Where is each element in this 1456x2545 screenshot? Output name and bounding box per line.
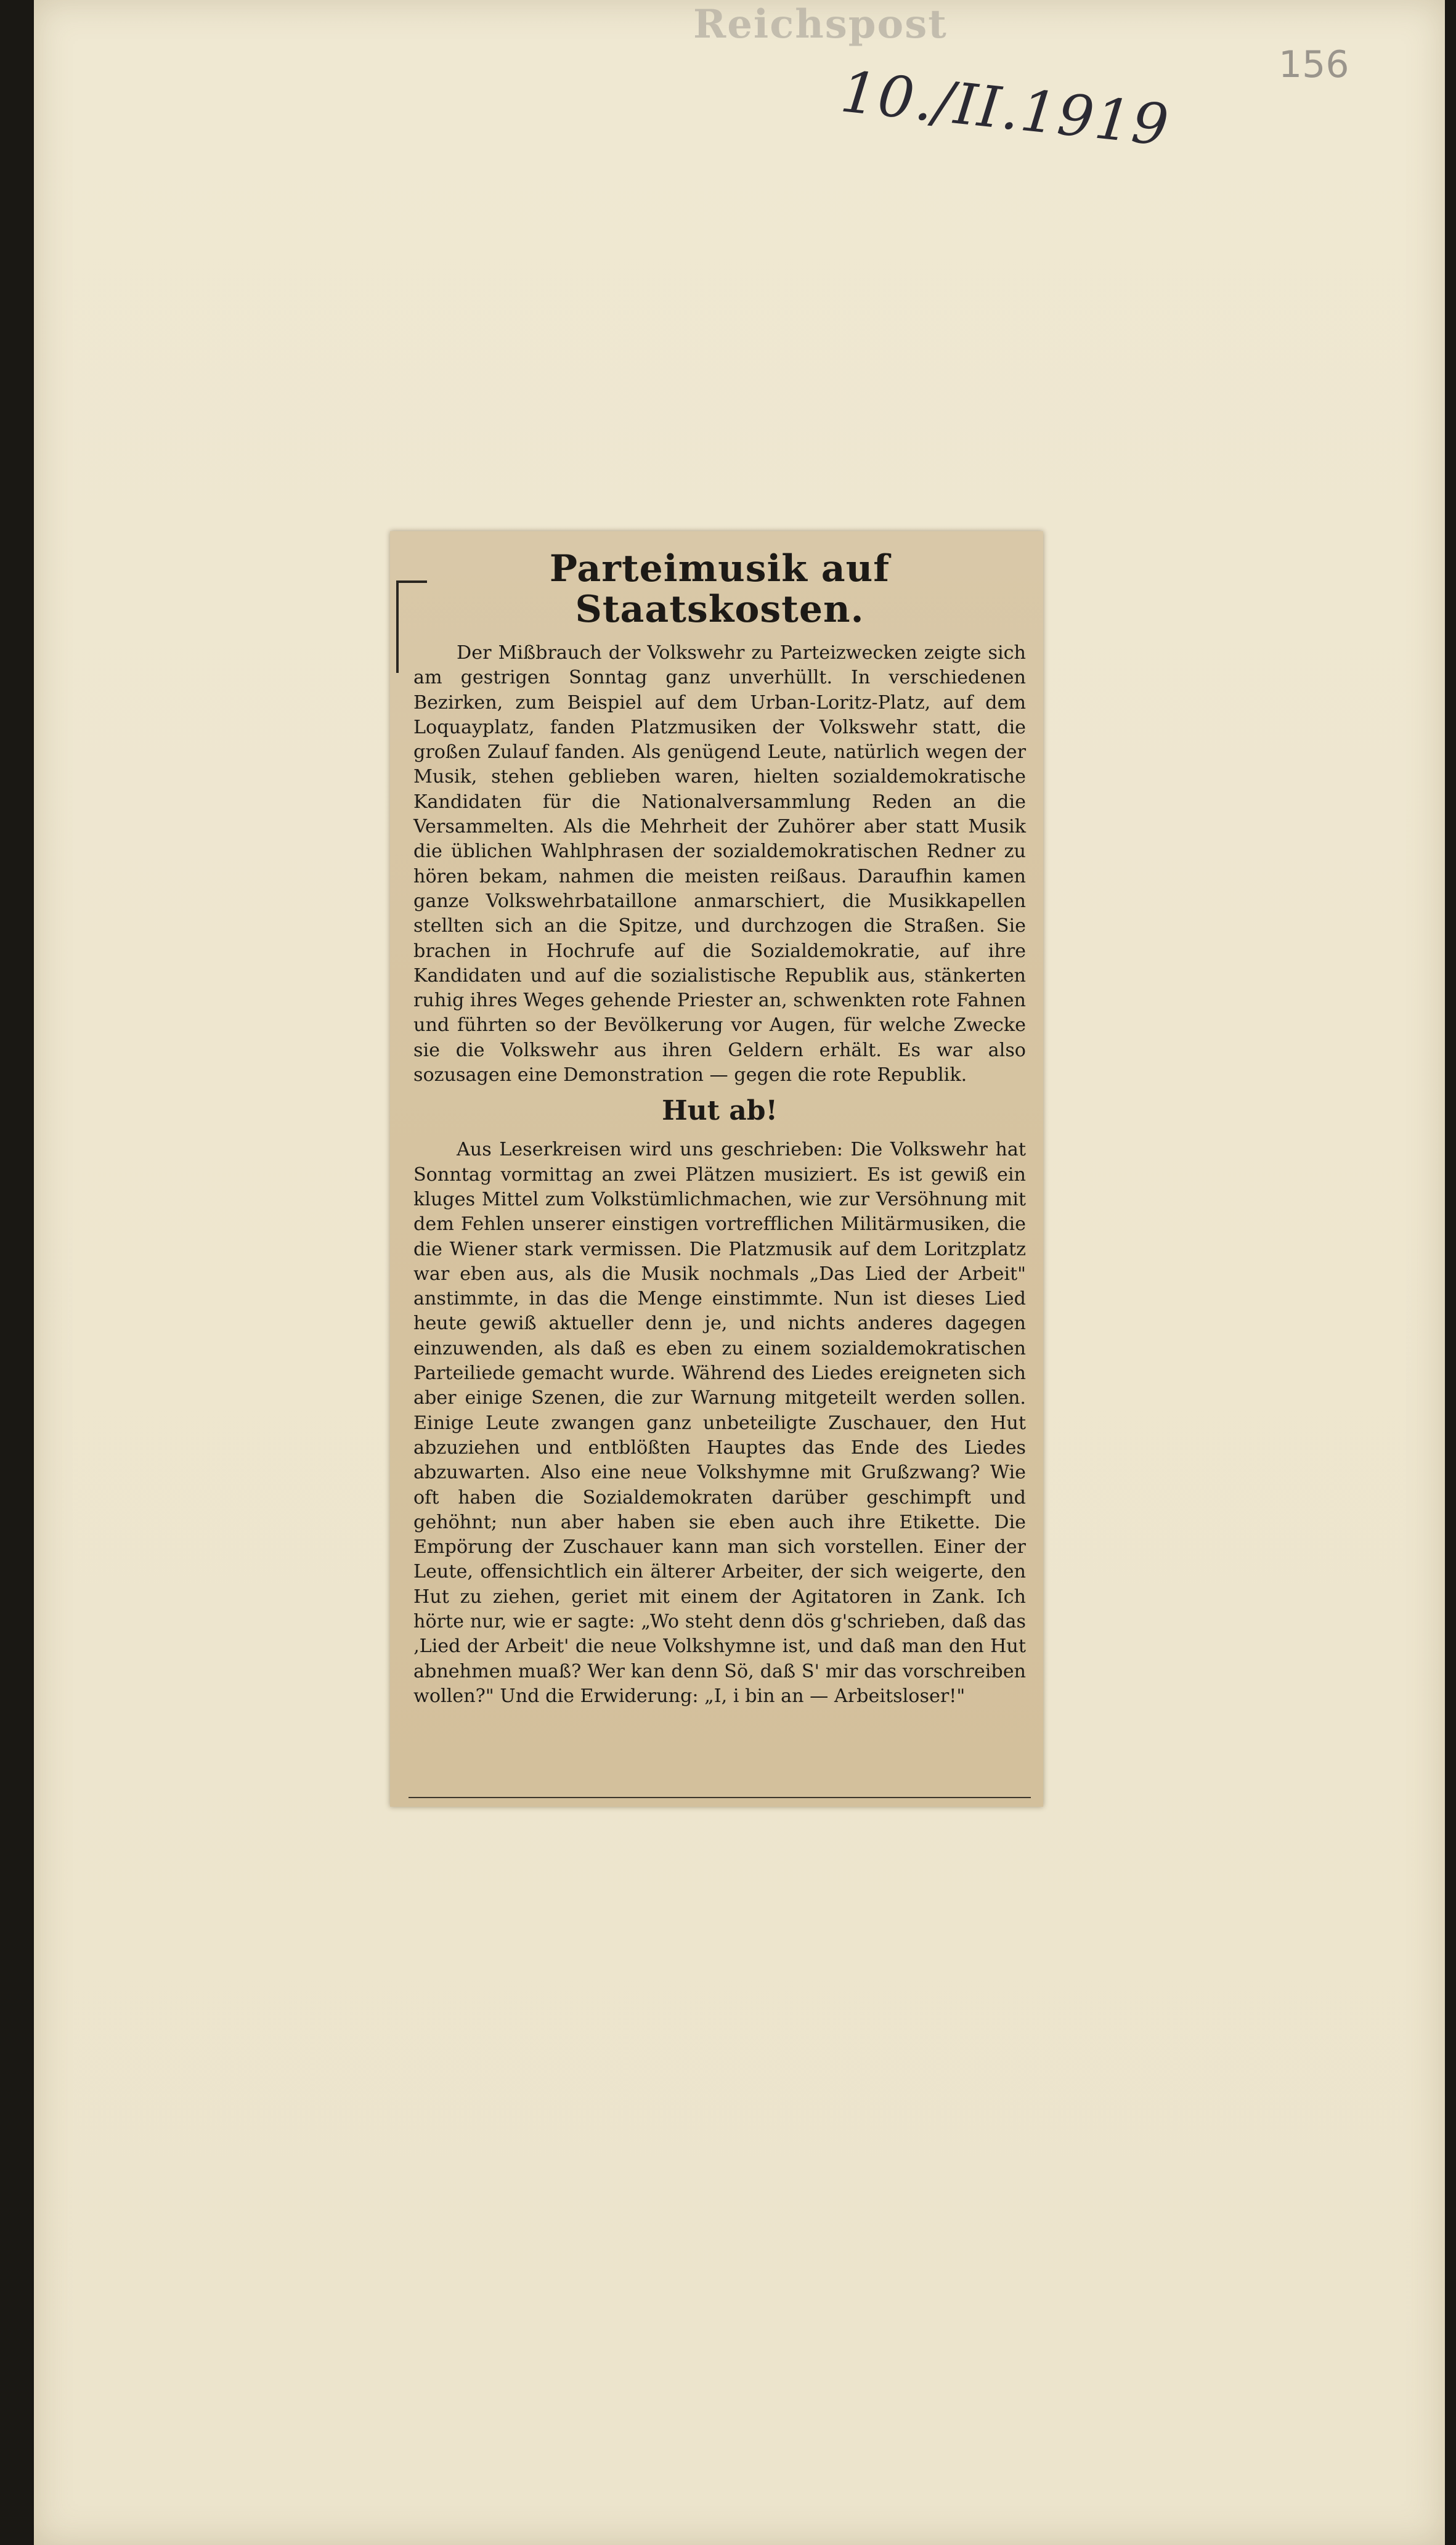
article-subheading: Hut ab! [662, 1095, 778, 1127]
clipping-corner-rule-left [396, 580, 399, 673]
newspaper-stamp: Reichspost [693, 1, 948, 47]
page-number: 156 [1279, 43, 1349, 86]
article-paragraph-1: Der Mißbrauch der Volkswehr zu Parteizwecken zeigte sich am gestrigen Sonntag ganz unverhüllt. In verschiedenen Bezirken, zum Beispiel auf dem Urban-Loritz-Platz, auf dem Loquayplatz, fanden Platzmusiken der Volkswehr statt, die großen Zulauf fanden. Als genügend Leute, natürlich wegen der Musik, stehen geblieben waren, hielten sozialdemokratische Kandidaten für die Nationalversammlung Reden an die Versammelten. Als die Mehrheit der Zuhörer aber statt Musik die üblichen Wahlphrasen der sozialdemokratischen Redner zu hören bekam, nahmen die meisten reißaus. Daraufhin kamen ganze Volkswehrbataillone anmarschiert, die Musikkapellen stellten sich an die Spitze, und durchzogen die Straßen. Sie brachen in Hochrufe auf die Sozialdemokratie, auf ihre Kandidaten und auf die sozialistische Republik aus, stänkerten ruhig ihres Weges gehende Priester an, schwenkten rote Fahnen und führten so der Bevölkerung vor Augen, für welche Zwecke sie die Volkswehr aus ihren Geldern erhält. Es war also sozusagen eine Demonstration — gegen die rote Republik. [413, 642, 1026, 1086]
article-paragraph-2: Aus Leserkreisen wird uns geschrieben: Die Volkswehr hat Sonntag vormittag an zwei Plätzen musiziert. Es ist gewiß ein kluges Mittel zum Volkstümlichmachen, wie zur Versöhnung mit dem Fehlen unserer einstigen vortrefflichen Militärmusiken, die die Wiener stark vermissen. Die Platzmusik auf dem Loritzplatz war eben aus, als die Musik nochmals „Das Lied der Arbeit" anstimmte, in das die Menge einstimmte. Nun ist dieses Lied heute gewiß aktueller denn je, und nichts anderes dagegen einzuwenden, als daß es eben zu einem sozialdemokratischen Parteiliede gemacht wurde. Während des Liedes ereigneten sich aber einige Szenen, die zur Warnung mitgeteilt werden sollen. Einige Leute zwangen ganz unbeteiligte Zuschauer, den Hut abzuziehen und entblößten Hauptes das Ende des Liedes abzuwarten. Also eine neue Volkshymne mit Grußzwang? Wie oft haben die Sozialdemokraten darüber geschimpft und gehöhnt; nun aber haben sie eben auch ihre Etikette. Die Empörung der Zuschauer kann man sich vorstellen. Einer der Leute, offensichtlich ein älterer Arbeiter, der sich weigerte, den Hut zu ziehen, geriet mit einem der Agitatoren in Zank. Ich hörte nur, wie er sagte: „Wo steht denn dös g'schrieben, daß das ‚Lied der Arbeit' die neue Volkshymne ist, und daß man den Hut abnehmen muaß? Wer kan denn Sö, daß S' mir das vorschreiben wollen?" Und die Erwiderung: „I, i bin an — Arbeitsloser!" [413, 1139, 1026, 1707]
newspaper-clipping [390, 531, 1043, 1807]
clipping-bottom-rule [409, 1797, 1031, 1798]
article-headline: Parteimusik auf Staatskosten. [549, 547, 890, 631]
clipping-corner-rule-top [396, 580, 427, 583]
handwritten-date: 10./II.1919 [837, 59, 1173, 159]
